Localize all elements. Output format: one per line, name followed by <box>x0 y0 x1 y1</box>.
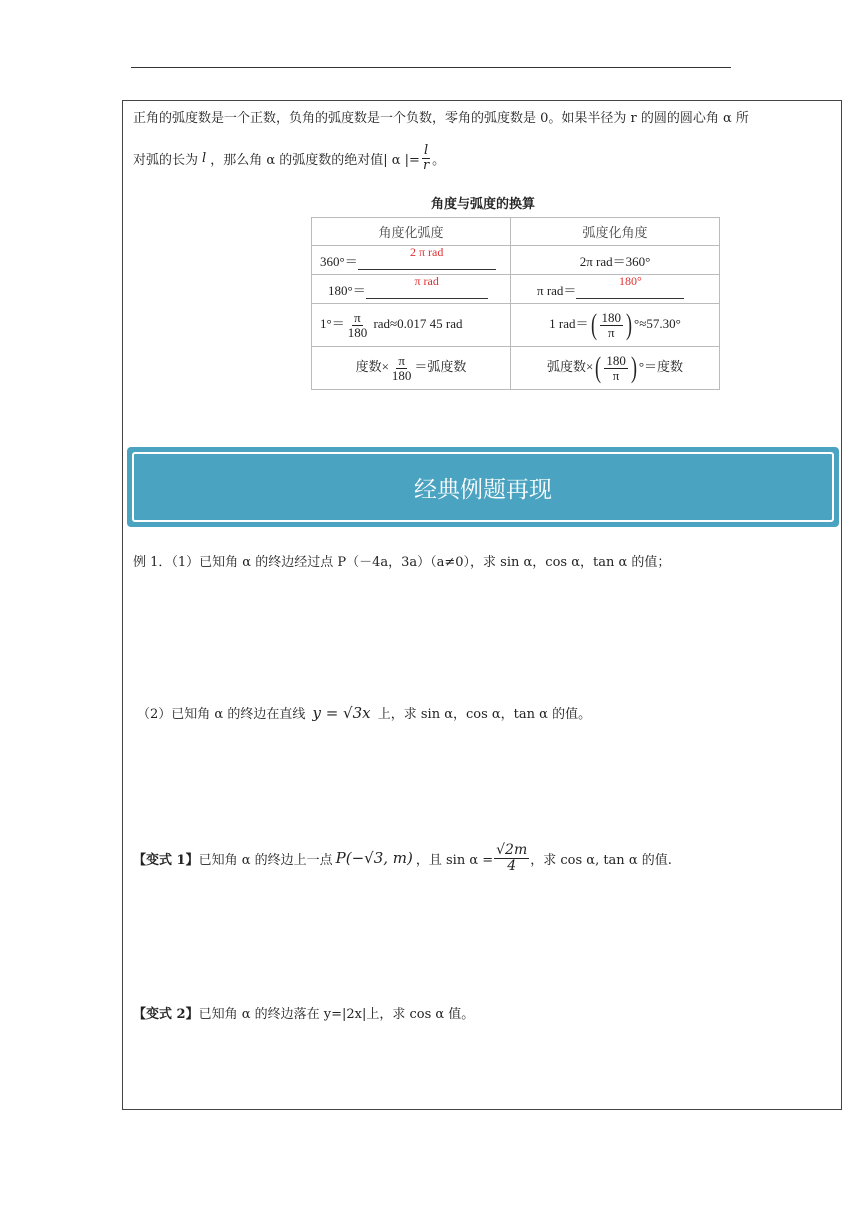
answer-pi-rad: π rad <box>414 273 439 288</box>
variant-1-text-a: 已知角 α 的终边上一点 <box>198 852 333 868</box>
fraction-numerator: π <box>354 309 361 325</box>
conversion-table <box>311 217 720 390</box>
answer-2pi-rad: 2 π rad <box>410 244 444 259</box>
sin-fraction <box>494 843 529 873</box>
rule-right-a: 弧度数× <box>546 358 594 374</box>
variant-2 <box>133 1003 474 1022</box>
content-frame <box>122 100 842 1110</box>
pi-over-180-fraction <box>346 311 370 339</box>
cell-pi-rad <box>511 275 720 304</box>
cell-rad-to-deg-rule <box>511 347 720 390</box>
intro-line-2-end: 。 <box>432 152 446 168</box>
fraction-numerator: l <box>423 143 429 158</box>
section-title: 经典例题再现 <box>132 452 834 522</box>
cell-1-deg-a: 1°＝ <box>320 315 345 331</box>
intro-line-2-a: 对弧的长为 <box>133 152 199 168</box>
cell-180-label: 180°＝ <box>328 282 366 298</box>
variant-1-label: 【变式 1】 <box>133 852 199 868</box>
cell-180-deg <box>312 275 511 304</box>
cell-1-rad <box>511 304 720 347</box>
fraction-denominator: π <box>607 324 615 340</box>
cell-1-deg-b: rad≈0.017 45 rad <box>373 315 463 331</box>
intro-line-1: 正角的弧度数是一个正数，负角的弧度数是一个负数，零角的弧度数是 0。如果半径为 r 的圆的圆心角 α 所 <box>133 111 749 126</box>
cell-1-rad-a: 1 rad＝ <box>549 315 589 331</box>
fraction-denominator: 180 <box>391 367 412 383</box>
intro-line-2 <box>133 144 445 172</box>
fill-blank <box>358 244 496 270</box>
cell-2pi-rad: 2π rad＝360° <box>511 246 720 275</box>
arc-length-symbol: l <box>202 150 207 166</box>
variant-1-text-b: ，且 sin α = <box>415 852 494 868</box>
paren-fraction: ( $\frac{180}{\pi}$ ) <box>590 308 633 341</box>
fraction-denominator: π <box>612 367 620 383</box>
fraction-numerator: 180 <box>606 352 626 368</box>
cell-1-deg <box>312 304 511 347</box>
variant-2-text: 已知角 α 的终边落在 y=|2x|上，求 cos α 值。 <box>198 1007 475 1022</box>
example-1-part-2-b: 上，求 sin α，cos α，tan α 的值。 <box>377 707 592 722</box>
point-p: P(−√3, m) <box>335 849 413 868</box>
table-header-left: 角度化弧度 <box>312 218 511 246</box>
fraction-denominator: 4 <box>507 857 517 874</box>
cell-1-rad-b: °≈57.30° <box>634 315 681 331</box>
cell-pi-rad-label: π rad＝ <box>537 282 577 298</box>
table-header-right: 弧度化角度 <box>511 218 720 246</box>
header-rule <box>131 67 731 68</box>
example-1-part-2 <box>137 703 591 722</box>
cell-deg-to-rad-rule <box>312 347 511 390</box>
answer-180-deg: 180° <box>619 273 642 288</box>
variant-2-label: 【变式 2】 <box>133 1007 199 1022</box>
example-1-part-2-a: （2）已知角 α 的终边在直线 <box>137 707 306 722</box>
fraction-denominator: 180 <box>347 324 368 340</box>
cell-360-deg <box>312 246 511 275</box>
intro-line-2-b: ，那么角 α 的弧度数的绝对值| α |= <box>210 152 420 168</box>
line-equation: y = √3x <box>312 704 371 722</box>
fill-blank <box>366 273 488 299</box>
cell-360-label: 360°＝ <box>320 253 358 269</box>
fraction-denominator: r <box>422 157 430 173</box>
rule-left-a: 度数× <box>355 358 389 374</box>
variant-1 <box>133 843 672 873</box>
paren-fraction: ( $\frac{180}{\pi}$ ) <box>595 351 637 384</box>
pi-over-180-fraction <box>390 354 414 382</box>
table-caption: 角度与弧度的换算 <box>430 197 535 212</box>
example-1-part-1: 例 1．（1）已知角 α 的终边经过点 P（－4a，3a）（a≠0），求 sin α，cos α，tan α 的值； <box>133 555 671 570</box>
variant-1-text-c: ，求 cos α, tan α 的值. <box>530 852 672 868</box>
l-over-r-fraction <box>421 144 431 172</box>
fraction-numerator: 180 <box>601 309 622 325</box>
fill-blank <box>576 273 684 299</box>
rule-left-b: ＝弧度数 <box>414 358 467 374</box>
section-banner <box>127 447 839 527</box>
fraction-numerator: π <box>398 352 405 368</box>
rule-right-b: °＝度数 <box>638 358 684 374</box>
fraction-numerator: √2m <box>496 842 528 858</box>
